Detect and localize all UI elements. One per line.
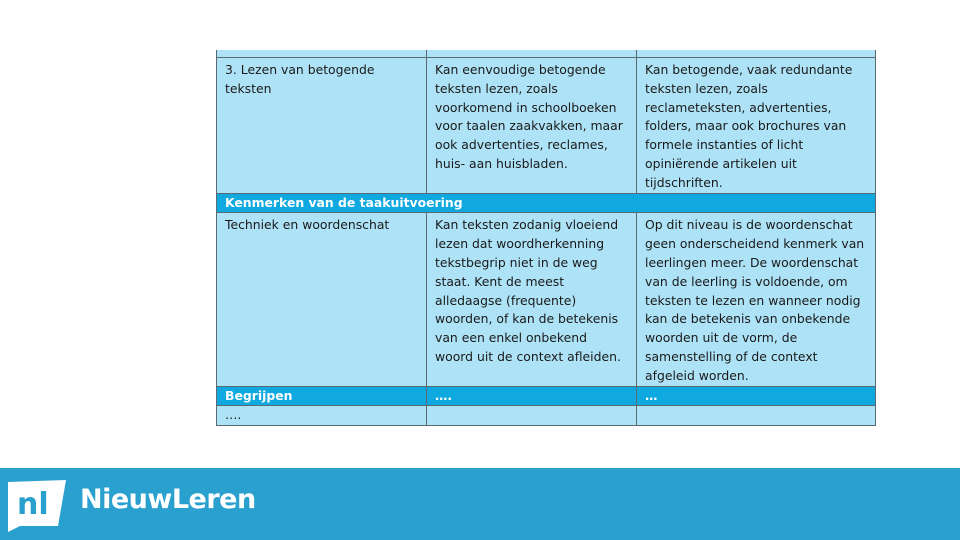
section-row [217,193,876,213]
table-cell: … [637,386,876,406]
table-cell [637,50,876,58]
table-row-cut [217,50,876,58]
table-cell-label: …. [217,406,427,426]
table-cell: Op dit niveau is de woordenschat geen onderscheidend kenmerk van leerlingen meer. De woordenschat van de leerling is voldoende, om teksten te lezen en wanneer nodig kan de betekenis van onbekende woorden uit de vorm, de samenstelling of de context afgeleid worden. [637,213,876,386]
table-cell-label: Techniek en woordenschat [217,213,427,386]
table-cell-label: Begrijpen [217,386,427,406]
nieuwleren-logo-icon [8,476,66,532]
table-cell: Kan eenvoudige betogende teksten lezen, zoals voorkomend in schoolboeken voor taalen zaakvakken, maar ook advertenties, reclames, huis- aan huisbladen. [427,58,637,194]
table-cell: Kan teksten zodanig vloeiend lezen dat woordherkenning tekstbegrip niet in de weg staat. Kent de meest alledaagse (frequente) woorden, of kan de betekenis van een enkel onbekend woord uit de context afleiden. [427,213,637,386]
brand-name: NieuwLeren [80,484,256,515]
table-cell-label: 3. Lezen van betogende teksten [217,58,427,194]
table-cell [217,50,427,58]
table-cell [637,406,876,426]
table-cell [427,406,637,426]
table-row [217,58,876,194]
table-cell: …. [427,386,637,406]
table-row [217,406,876,426]
table-cell [427,50,637,58]
logo-text: nl [17,487,49,522]
table-row-begrijpen [217,386,876,406]
table-row [217,213,876,386]
competency-table [216,50,876,426]
section-heading: Kenmerken van de taakuitvoering [217,193,876,213]
table-cell: Kan betogende, vaak redundante teksten lezen, zoals reclameteksten, advertenties, folders, maar ook brochures van formele instanties of licht opiniërende artikelen uit tijdschriften. [637,58,876,194]
competency-table-container [216,50,876,426]
